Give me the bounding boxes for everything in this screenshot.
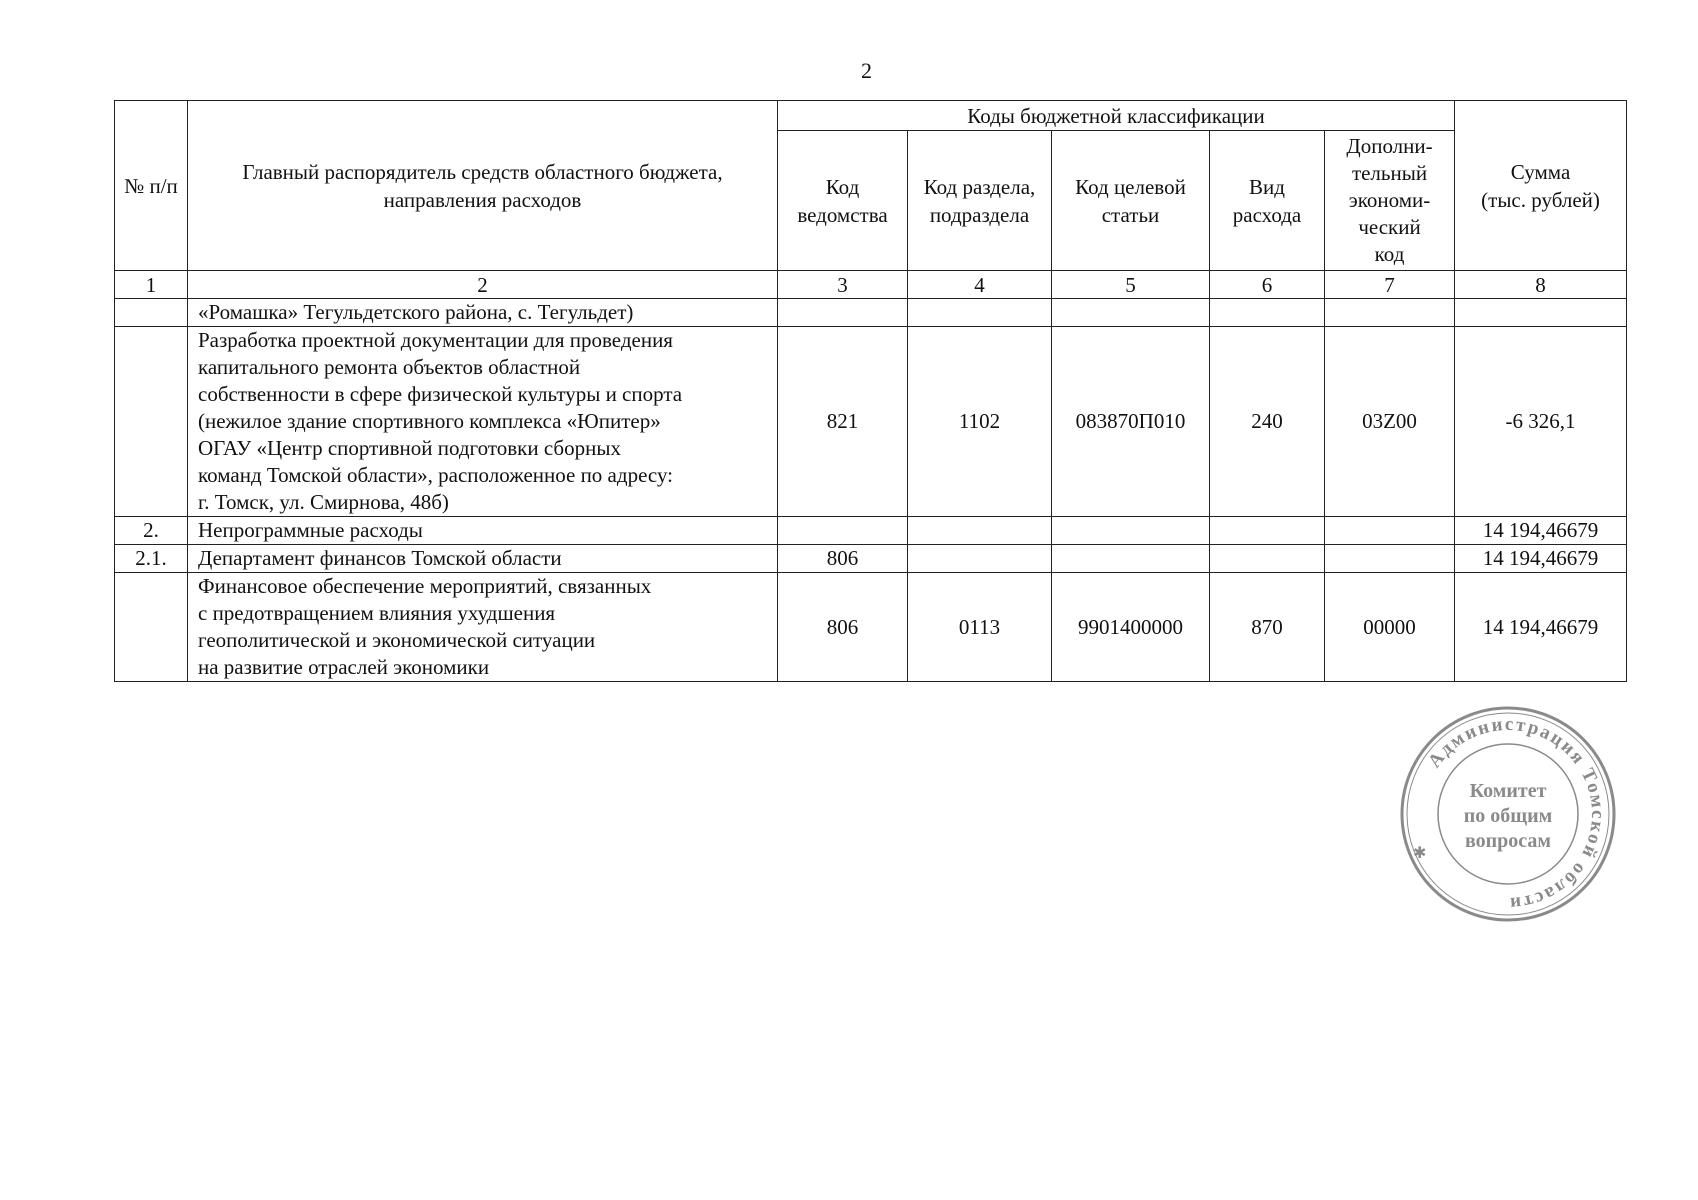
stamp-center-line: вопросам (1464, 830, 1552, 852)
row-section-code (908, 299, 1052, 327)
header-expense-type: Вид расхода (1210, 131, 1325, 271)
row-num (115, 573, 188, 682)
row-description: Финансовое обеспечение мероприятий, связанных с предотвращением влияния ухудшения геополитической и экономической ситуации на развитие отраслей экономики (188, 573, 778, 682)
table-row (115, 545, 1627, 573)
table-row (115, 299, 1627, 327)
column-number: 5 (1052, 271, 1210, 299)
row-dept-code (778, 517, 908, 545)
row-section-code (908, 545, 1052, 573)
row-num: 2.1. (115, 545, 188, 573)
column-number: 2 (188, 271, 778, 299)
row-expense-type: 240 (1210, 327, 1325, 517)
row-section-code: 0113 (908, 573, 1052, 682)
official-stamp (1397, 703, 1619, 925)
row-sum: 14 194,46679 (1455, 545, 1627, 573)
row-target-code (1052, 517, 1210, 545)
row-dept-code: 821 (778, 327, 908, 517)
row-econ-code (1325, 299, 1455, 327)
row-expense-type (1210, 299, 1325, 327)
header-num: № п/п (115, 101, 188, 271)
header-target-code: Код целевой статьи (1052, 131, 1210, 271)
stamp-star-icon: ✱ (1413, 845, 1427, 862)
row-dept-code: 806 (778, 573, 908, 682)
row-sum: 14 194,46679 (1455, 517, 1627, 545)
row-econ-code (1325, 517, 1455, 545)
row-expense-type (1210, 545, 1325, 573)
header-section-code: Код раздела, подраздела (908, 131, 1052, 271)
column-number: 3 (778, 271, 908, 299)
row-target-code (1052, 299, 1210, 327)
column-number: 1 (115, 271, 188, 299)
column-number: 7 (1325, 271, 1455, 299)
row-econ-code: 00000 (1325, 573, 1455, 682)
row-num (115, 299, 188, 327)
row-target-code (1052, 545, 1210, 573)
budget-table (114, 100, 1627, 682)
row-sum: 14 194,46679 (1455, 573, 1627, 682)
table-row (115, 517, 1627, 545)
column-number: 6 (1210, 271, 1325, 299)
table-row (115, 573, 1627, 682)
row-sum: -6 326,1 (1455, 327, 1627, 517)
row-target-code: 083870П010 (1052, 327, 1210, 517)
page-number: 2 (861, 58, 872, 83)
row-sum (1455, 299, 1627, 327)
row-econ-code: 03Z00 (1325, 327, 1455, 517)
row-dept-code (778, 299, 908, 327)
row-num (115, 327, 188, 517)
header-econ-code: Дополни- тельный экономи- ческий код (1325, 131, 1455, 271)
table-row (115, 327, 1627, 517)
header-description: Главный распорядитель средств областного бюджета, направления расходов (188, 101, 778, 271)
row-target-code: 9901400000 (1052, 573, 1210, 682)
header-dept-code: Код ведомства (778, 131, 908, 271)
stamp-ring-text: Администрация Томской области (1424, 713, 1609, 915)
header-sum: Сумма (тыс. рублей) (1455, 101, 1627, 271)
row-description: Разработка проектной документации для проведения капитального ремонта объектов областной собственности в сфере физической культуры и спорта (нежилое здание спортивного комплекса «Юпитер» ОГАУ «Центр спортивной подготовки сборных команд Томской области», расположенное по адресу: г. Томск, ул. Смирнова, 48б) (188, 327, 778, 517)
row-description: Непрограммные расходы (188, 517, 778, 545)
row-dept-code: 806 (778, 545, 908, 573)
stamp-center-line: Комитет (1469, 780, 1547, 802)
stamp-center-line: по общим (1463, 805, 1553, 827)
row-num: 2. (115, 517, 188, 545)
row-expense-type: 870 (1210, 573, 1325, 682)
row-expense-type (1210, 517, 1325, 545)
row-section-code: 1102 (908, 327, 1052, 517)
row-description: Департамент финансов Томской области (188, 545, 778, 573)
header-budget-codes: Коды бюджетной классификации (778, 101, 1455, 131)
row-econ-code (1325, 545, 1455, 573)
row-description: «Ромашка» Тегульдетского района, с. Тегульдет) (188, 299, 778, 327)
column-number: 8 (1455, 271, 1627, 299)
column-number: 4 (908, 271, 1052, 299)
row-section-code (908, 517, 1052, 545)
